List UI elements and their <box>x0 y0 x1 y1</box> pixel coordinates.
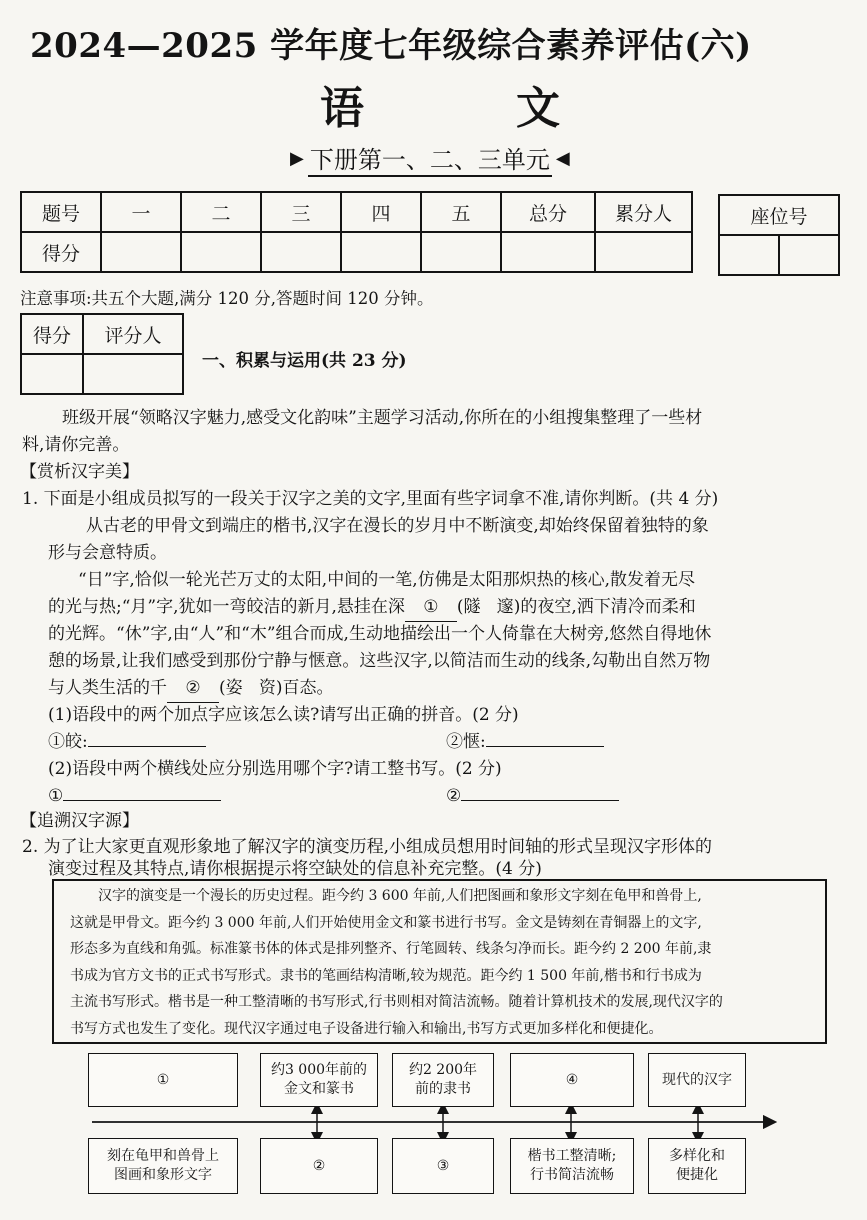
subject-char-2: 文 <box>516 83 560 134</box>
blank-2[interactable]: ② <box>167 675 219 703</box>
score-field[interactable] <box>101 232 181 272</box>
q1-sub2-b: ② <box>446 786 462 806</box>
tag-trace: 【追溯汉字源】 <box>20 811 139 831</box>
timeline-bottom-1: 刻在龟甲和兽骨上 图画和象形文字 <box>88 1138 238 1194</box>
q1-sub1-a-row <box>48 729 206 756</box>
score-cell-q3: 三 <box>261 192 341 232</box>
info-line: 书成为官方文书的正式书写形式。隶书的笔画结构清晰,较为规范。距今约 1 500 年前,楷书和行书成为 <box>70 967 702 984</box>
answer-field[interactable] <box>88 746 206 747</box>
score-cell-q1: 一 <box>101 192 181 232</box>
q1-sub2-b-row <box>446 783 619 810</box>
answer-field[interactable] <box>461 800 619 801</box>
q1-para2-line4: 憩的场景,让我们感受到那份宁静与惬意。这些汉字,以简洁而生动的线条,勾勒出自然万物 <box>48 651 711 671</box>
seat-field[interactable] <box>719 235 779 275</box>
section-score-label: 得分 <box>21 314 83 354</box>
notice-text: 注意事项:共五个大题,满分 120 分,答题时间 120 分钟。 <box>20 289 434 308</box>
triangle-left-icon: ◀ <box>555 148 570 169</box>
subject-title <box>320 72 560 136</box>
score-field[interactable] <box>595 232 692 272</box>
section-score-table <box>20 313 184 395</box>
timeline-top-5: 现代的汉字 <box>648 1053 746 1107</box>
score-input-row <box>21 232 692 272</box>
timeline-top-4[interactable]: ④ <box>510 1053 634 1107</box>
timeline-bottom-2[interactable]: ② <box>260 1138 378 1194</box>
q1-stem: 1. 下面是小组成员拟写的一段关于汉字之美的文字,里面有些字词拿不准,请你判断。(共 4 分) <box>22 489 719 509</box>
timeline-bottom-3[interactable]: ③ <box>392 1138 494 1194</box>
q1-para2-line3: 的光辉。“休”字,由“人”和“木”组合而成,生动地描绘出一个人倚靠在大树旁,悠然自得地休 <box>48 624 712 644</box>
score-header-row <box>21 192 692 232</box>
scope-line <box>290 140 570 177</box>
q1-sub1-a: ①皎: <box>48 732 88 752</box>
intro-line-1: 班级开展“领略汉字魅力,感受文化韵味”主题学习活动,你所在的小组搜集整理了一些材 <box>62 408 703 428</box>
q1-para2-line2 <box>48 594 696 622</box>
score-cell-q4: 四 <box>341 192 421 232</box>
score-field[interactable] <box>181 232 261 272</box>
timeline-connectors <box>317 1108 698 1138</box>
timeline-top-3: 约2 200年 前的隶书 <box>392 1053 494 1107</box>
subject-char-1: 语 <box>320 83 364 134</box>
info-box <box>52 879 827 1044</box>
q1-sub2-a-row <box>48 783 221 810</box>
tag-appreciate: 【赏析汉字美】 <box>20 462 139 482</box>
info-line: 汉字的演变是一个漫长的历史过程。距今约 3 600 年前,人们把图画和象形文字刻在龟甲和兽骨上, <box>98 888 702 904</box>
q2-stem-line1: 2. 为了让大家更直观形象地了解汉字的演变历程,小组成员想用时间轴的形式呈现汉字形体的 <box>22 837 713 857</box>
seat-label: 座位号 <box>719 195 839 235</box>
q1-para2-line2-a: 的光与热;“月”字,犹如一弯皎洁的新月,悬挂在深 <box>48 597 405 617</box>
timeline-top-2: 约3 000年前的 金文和篆书 <box>260 1053 378 1107</box>
q1-sub1: (1)语段中的两个加点字应该怎么读?请写出正确的拼音。(2 分) <box>48 705 519 725</box>
intro-line-2: 料,请你完善。 <box>22 435 130 455</box>
info-line: 主流书写形式。楷书是一种工整清晰的书写形式,行书则相对简洁流畅。随着计算机技术的发展,现代汉字的 <box>70 994 723 1010</box>
section-score-field[interactable] <box>21 354 83 394</box>
score-field[interactable] <box>261 232 341 272</box>
q1-para2-line2-b: 的夜空,洒下清冷而柔和 <box>520 597 696 617</box>
exam-title: 2024—2025 学年度七年级综合素养评估(六) <box>30 26 752 66</box>
q1-para2-line5 <box>48 675 333 703</box>
choice-1: (隧 邃) <box>456 597 521 617</box>
timeline-bottom-5: 多样化和 便捷化 <box>648 1138 746 1194</box>
q1-sub2: (2)语段中两个横线处应分别选用哪个字?请工整书写。(2 分) <box>48 759 502 779</box>
score-table <box>20 191 693 273</box>
answer-field[interactable] <box>63 800 221 801</box>
info-line: 这就是甲骨文。距今约 3 000 年前,人们开始使用金文和篆书进行书写。金文是铸刻在青铜器上的文字, <box>70 914 702 931</box>
blank-1[interactable]: ① <box>405 594 457 622</box>
q1-sub2-a: ① <box>48 786 64 806</box>
q1-sub1-b-row <box>446 729 604 756</box>
info-line: 书写方式也发生了变化。现代汉字通过电子设备进行输入和输出,书写方式更加多样化和便捷化。 <box>70 1020 663 1037</box>
timeline-top-1[interactable]: ① <box>88 1053 238 1107</box>
q1-para1-line2: 形与会意特质。 <box>48 543 167 563</box>
q1-para2-line5-a: 与人类生活的千 <box>48 678 167 698</box>
seat-table <box>718 194 840 276</box>
q1-para2-line1: “日”字,恰似一轮光芒万丈的太阳,中间的一笔,仿佛是太阳那炽热的核心,散发着无尽 <box>78 570 695 590</box>
score-cell-q2: 二 <box>181 192 261 232</box>
seat-field[interactable] <box>779 235 839 275</box>
score-field[interactable] <box>421 232 501 272</box>
score-field[interactable] <box>501 232 595 272</box>
score-field[interactable] <box>341 232 421 272</box>
q1-sub1-b: ②惬: <box>446 732 486 752</box>
section-scorer-label: 评分人 <box>83 314 183 354</box>
score-row-label: 得分 <box>21 232 101 272</box>
section-scorer-field[interactable] <box>83 354 183 394</box>
score-cell-label: 题号 <box>21 192 101 232</box>
section-1-title: 一、积累与运用(共 23 分) <box>202 351 407 371</box>
info-line: 形态多为直线和角弧。标准篆书体的体式是排列整齐、行笔圆转、线条匀净而长。距今约 2 200 年前,隶 <box>70 941 712 957</box>
triangle-right-icon: ▶ <box>290 148 304 169</box>
q1-para1-line1: 从古老的甲骨文到端庄的楷书,汉字在漫长的岁月中不断演变,却始终保留着独特的象 <box>86 516 709 536</box>
q1-para2-line5-b: 百态。 <box>282 678 334 698</box>
answer-field[interactable] <box>486 746 604 747</box>
score-cell-scorer: 累分人 <box>595 192 692 232</box>
q2-stem-line2: 演变过程及其特点,请你根据提示将空缺处的信息补充完整。(4 分) <box>48 859 542 879</box>
choice-2: (姿 资) <box>219 678 283 698</box>
score-cell-q5: 五 <box>421 192 501 232</box>
scope-label: 下册第一、二、三单元 <box>308 140 552 177</box>
score-cell-total: 总分 <box>501 192 595 232</box>
timeline-bottom-4: 楷书工整清晰; 行书简洁流畅 <box>510 1138 634 1194</box>
